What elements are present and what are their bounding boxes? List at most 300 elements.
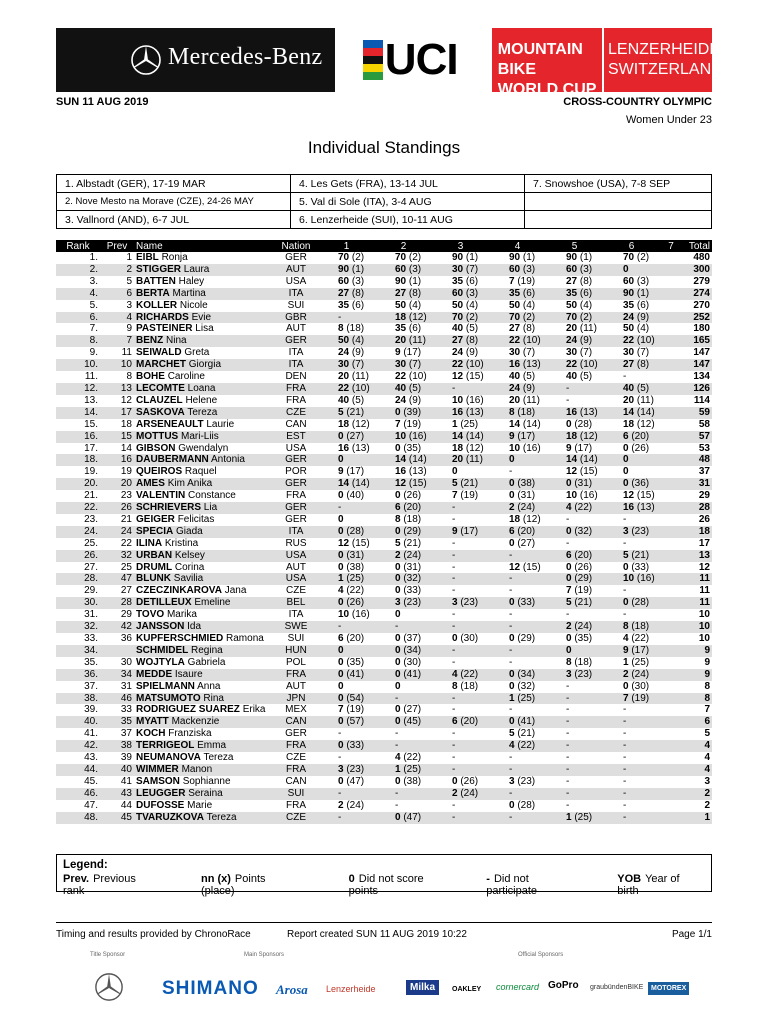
round-result-cell	[318, 669, 375, 681]
round-result-cell	[375, 407, 432, 419]
round-result-cell: -	[432, 383, 489, 395]
points-value: 12	[566, 466, 578, 478]
rank-cell: 8.	[56, 335, 100, 347]
points-value: 0	[338, 490, 344, 502]
place-value: (2)	[634, 252, 650, 263]
points-value: 14	[338, 478, 350, 490]
round-result-cell	[660, 276, 682, 288]
total-cell: 9	[682, 645, 712, 657]
place-value: (41)	[400, 668, 422, 680]
place-value: (34)	[514, 668, 536, 680]
legend-item	[349, 873, 455, 897]
round-result-cell	[432, 454, 489, 466]
round-result-cell	[660, 502, 682, 514]
round-result-cell	[375, 633, 432, 645]
rank-cell: 6.	[56, 312, 100, 324]
standings-row	[56, 335, 712, 347]
rider-name-cell	[134, 788, 274, 800]
sponsor-graubunden: graubündenBIKE	[590, 984, 644, 991]
round-result-cell: -	[489, 573, 546, 585]
points-value: 3	[452, 597, 458, 609]
sponsor-lenzerheide: Lenzerheide	[326, 984, 376, 994]
uci-logo	[335, 28, 492, 92]
points-value: 40	[509, 371, 521, 383]
place-value: (20)	[514, 525, 536, 537]
round-result-cell	[546, 502, 603, 514]
points-value: 16	[509, 359, 521, 371]
prev-rank-cell: 8	[126, 371, 132, 383]
legend-item	[486, 873, 581, 897]
points-value: 3	[509, 775, 515, 787]
rider-name-cell	[134, 728, 274, 740]
points-value: 0	[338, 549, 344, 561]
round-result-cell: -	[623, 728, 627, 740]
nation-cell: BEL	[274, 597, 318, 609]
points-value: 0	[623, 561, 629, 573]
round-result-cell	[375, 419, 432, 431]
header-banner	[56, 28, 723, 98]
place-value: (9)	[634, 311, 650, 323]
place-value: (21)	[514, 728, 536, 740]
round-result-cell	[432, 597, 489, 609]
points-value: 4	[338, 585, 344, 597]
legend-item	[201, 873, 301, 897]
total-cell: 13	[682, 550, 712, 562]
rider-last-name: PASTEINER	[136, 323, 193, 335]
round-result-cell	[375, 395, 432, 407]
rider-last-name: ILINA	[136, 537, 163, 549]
rider-name-cell	[134, 621, 274, 633]
points-value: 3	[566, 668, 572, 680]
round-result-cell: -	[623, 704, 627, 716]
points-value: 40	[623, 382, 635, 394]
rider-name-cell	[134, 454, 274, 466]
rider-last-name: KUPFERSCHMIED	[136, 633, 224, 644]
place-value: (16)	[406, 430, 427, 442]
round-result-cell	[318, 693, 375, 705]
rider-last-name: DUFOSSE	[136, 799, 185, 811]
place-value: (29)	[571, 573, 593, 585]
round-result-cell	[546, 550, 603, 562]
place-value: (21)	[400, 537, 422, 549]
round-result-cell: -	[452, 513, 456, 525]
round-result-cell	[660, 740, 682, 752]
points-value: 12	[623, 490, 635, 502]
legend-key: -	[486, 873, 490, 885]
points-value: 0	[395, 633, 401, 644]
nation-cell: SUI	[287, 299, 305, 311]
round-result-cell: -	[489, 812, 546, 824]
round-result-cell	[432, 716, 489, 728]
round-result-cell: -	[623, 799, 627, 811]
place-value: (38)	[343, 561, 365, 573]
prev-rank-cell: 1	[126, 252, 132, 263]
round-result-cell	[546, 347, 603, 359]
place-value: (18)	[457, 680, 479, 692]
standings-row	[56, 752, 712, 764]
rider-first-name: Marika	[166, 609, 197, 621]
main-sponsors-label: Main Sponsors	[244, 952, 285, 958]
rider-last-name: NEUMANOVA	[136, 752, 201, 764]
round-result-cell	[432, 276, 489, 288]
rider-last-name: ARSENEAULT	[136, 418, 204, 430]
round-result-cell	[546, 478, 603, 490]
place-value: (15)	[406, 478, 427, 490]
round-result-cell: -	[432, 550, 489, 562]
place-value: (12)	[406, 311, 427, 323]
place-value: (33)	[514, 597, 536, 609]
place-value: (16)	[634, 573, 655, 585]
round-result-cell: -	[546, 788, 603, 800]
round-result-cell	[432, 669, 489, 681]
points-value: 0	[509, 478, 515, 490]
prev-rank-cell: 2	[100, 264, 134, 276]
place-value: (11)	[520, 394, 540, 406]
round-cell: 2. Nove Mesto na Morave (CZE), 24-26 MAY	[57, 193, 291, 211]
rider-first-name: Kristina	[164, 537, 199, 549]
points-value: 90	[395, 275, 407, 287]
rider-first-name: Anna	[197, 680, 221, 692]
place-value: (12)	[634, 418, 655, 430]
place-value: (2)	[349, 252, 365, 263]
prev-rank-cell: 20	[100, 478, 134, 490]
prev-rank-cell: 31	[120, 680, 132, 692]
total-cell: 180	[693, 323, 710, 335]
venue-name	[602, 28, 723, 92]
round-result-cell	[660, 550, 682, 562]
rider-last-name: TVARUZKOVA	[136, 811, 204, 823]
standings-row	[56, 312, 712, 324]
rider-first-name: Gwendalyn	[178, 442, 229, 454]
place-value: (19)	[343, 704, 365, 716]
round-result-cell: -	[566, 752, 570, 764]
round-result-cell	[432, 681, 489, 693]
rider-first-name: Tereza	[203, 752, 234, 764]
place-value: (11)	[577, 323, 597, 335]
place-value: (2)	[520, 311, 536, 323]
rank-cell: 14.	[56, 407, 100, 419]
column-header: 2	[375, 240, 432, 252]
round-result-cell	[318, 335, 375, 347]
rank-cell: 41.	[84, 728, 98, 740]
points-value: 35	[566, 287, 578, 299]
place-value: (4)	[577, 299, 593, 311]
rider-first-name: Lia	[203, 502, 218, 514]
points-value: 0	[566, 633, 572, 644]
place-value: (45)	[400, 716, 422, 728]
total-cell: 57	[682, 431, 712, 443]
rank-cell: 46.	[56, 788, 100, 800]
round-result-cell: -	[489, 788, 546, 800]
round-result-cell: -	[452, 799, 456, 811]
rider-name-cell	[134, 466, 274, 478]
points-value: 90	[566, 252, 578, 263]
round-result-cell	[546, 621, 603, 633]
total-cell: 114	[693, 394, 710, 406]
points-value: 70	[338, 252, 350, 263]
round-result-cell	[318, 526, 375, 538]
standings-row	[56, 669, 712, 681]
round-result-cell	[318, 407, 375, 419]
place-value: (29)	[400, 525, 422, 537]
round-result-cell: -	[432, 693, 489, 705]
rider-name-cell	[134, 264, 274, 276]
points-value: 24	[395, 394, 407, 406]
standings-row	[56, 788, 712, 800]
rider-name-cell	[134, 419, 274, 431]
venue-line-2: SWITZERLAND	[608, 61, 723, 78]
round-result-cell	[660, 752, 682, 764]
rider-name-cell	[134, 693, 274, 705]
total-cell: 4	[704, 752, 710, 764]
rider-last-name: MATSUMOTO	[136, 692, 201, 704]
points-value: 35	[623, 299, 635, 311]
points-value: 0	[395, 656, 401, 668]
points-value: 0	[338, 597, 344, 609]
rider-first-name: Tereza	[187, 406, 218, 418]
place-value: (7)	[349, 359, 365, 371]
round-result-cell	[318, 633, 375, 645]
round-result-cell	[546, 454, 603, 466]
round-result-cell: -	[566, 704, 570, 716]
points-value: 9	[623, 644, 629, 656]
legend-text: Did not score points	[348, 873, 424, 897]
points-value: 30	[452, 263, 464, 275]
standings-row	[56, 585, 712, 597]
round-result-cell: -	[566, 680, 570, 692]
round-result-cell: -	[318, 812, 375, 824]
points-value: 20	[395, 335, 407, 347]
standings-row	[56, 514, 712, 526]
points-value: 4	[452, 668, 458, 680]
points-value: 16	[566, 406, 578, 418]
total-cell: 2	[704, 799, 710, 811]
round-result-cell	[489, 514, 546, 526]
place-value: (28)	[628, 597, 650, 609]
place-value: (3)	[406, 263, 422, 275]
points-value: 0	[452, 775, 458, 787]
rank-cell: 37.	[84, 680, 98, 692]
rider-name-cell	[134, 526, 274, 538]
column-header: Name	[134, 240, 274, 252]
round-result-cell	[432, 431, 489, 443]
points-value: 6	[509, 525, 515, 537]
place-value: (25)	[400, 763, 422, 775]
round-result-cell	[660, 395, 682, 407]
rider-last-name: WIMMER	[136, 763, 179, 775]
points-value: 20	[566, 323, 578, 335]
rider-name-cell	[134, 645, 274, 657]
round-result-cell	[318, 597, 375, 609]
total-cell: 7	[704, 704, 710, 716]
place-value: (25)	[343, 573, 365, 585]
place-value: (27)	[343, 430, 365, 442]
rank-cell: 16.	[56, 431, 100, 443]
place-value: (9)	[463, 347, 479, 359]
place-value: (5)	[463, 323, 479, 335]
place-value: (12)	[520, 513, 541, 525]
round-result-cell	[603, 454, 660, 466]
nation-cell: RUS	[285, 537, 307, 549]
place-value: (10)	[406, 371, 427, 383]
round-cell: 1. Albstadt (GER), 17-19 MAR	[57, 175, 291, 193]
round-result-cell	[318, 347, 375, 359]
round-result-cell	[546, 645, 603, 657]
place-value: (24)	[343, 799, 365, 811]
place-value: (13)	[577, 406, 598, 418]
rider-first-name: Caroline	[167, 371, 205, 383]
round-result-cell	[603, 466, 660, 478]
place-value: (4)	[634, 323, 650, 335]
round-result-cell	[660, 454, 682, 466]
round-result-cell	[603, 621, 660, 633]
rider-first-name: Nina	[166, 335, 187, 347]
round-cell	[525, 193, 712, 211]
standings-row	[56, 645, 712, 657]
place-value: (31)	[571, 478, 593, 490]
standings-row	[56, 359, 712, 371]
place-value: (35)	[571, 633, 593, 644]
points-value: 16	[338, 442, 350, 454]
round-result-cell: -	[546, 383, 603, 395]
round-result-cell	[318, 550, 375, 562]
place-value: (1)	[520, 252, 536, 263]
points-value: 6	[395, 502, 401, 514]
rank-cell: 13.	[84, 394, 98, 406]
round-result-cell	[432, 490, 489, 502]
round-result-cell	[489, 347, 546, 359]
round-cell: 3. Vallnord (AND), 6-7 JUL	[57, 211, 291, 229]
round-result-cell	[660, 573, 682, 585]
points-value: 50	[452, 299, 464, 311]
prev-rank-cell: 13	[100, 383, 134, 395]
nation-cell: GER	[274, 502, 318, 514]
rider-last-name: SPIELMANN	[136, 680, 195, 692]
points-value: 27	[338, 287, 350, 299]
points-value: 6	[338, 633, 344, 644]
total-cell: 300	[682, 264, 712, 276]
round-result-cell	[318, 466, 375, 478]
round-result-cell	[660, 764, 682, 776]
place-value: (8)	[520, 323, 536, 335]
standings-table	[56, 240, 712, 824]
rank-cell: 25.	[84, 537, 98, 549]
points-value: 24	[623, 311, 635, 323]
rider-name-cell	[134, 716, 274, 728]
total-cell: 53	[698, 442, 710, 454]
prev-rank-cell: 46	[100, 693, 134, 705]
points-value: 90	[452, 252, 464, 263]
prev-rank-cell: 4	[100, 312, 134, 324]
standings-row	[56, 621, 712, 633]
nation-cell: CZE	[274, 812, 318, 824]
place-value: (6)	[634, 299, 650, 311]
round-result-cell	[318, 740, 375, 752]
place-value: (5)	[577, 371, 593, 383]
round-result-cell	[660, 597, 682, 609]
place-value: (32)	[571, 525, 593, 537]
place-value: (32)	[514, 680, 536, 692]
rider-last-name: AMES	[136, 478, 165, 490]
points-value: 3	[395, 597, 401, 609]
round-result-cell	[318, 419, 375, 431]
round-result-cell	[375, 371, 432, 383]
rank-cell: 10.	[56, 359, 100, 371]
points-value: 0	[395, 525, 401, 537]
place-value: (30)	[457, 633, 479, 644]
venue-line-1: LENZERHEIDE	[608, 41, 721, 58]
round-result-cell	[603, 383, 660, 395]
rank-cell: 17.	[84, 442, 98, 454]
round-cell: 6. Lenzerheide (SUI), 10-11 AUG	[291, 211, 525, 229]
standings-row	[56, 300, 712, 312]
place-value: (9)	[349, 347, 365, 359]
points-value: 50	[509, 299, 521, 311]
total-cell: 147	[682, 359, 712, 371]
round-result-cell: -	[603, 812, 660, 824]
prev-rank-cell: 16	[100, 454, 134, 466]
place-value: (18)	[514, 406, 536, 418]
round-result-cell	[603, 633, 660, 645]
round-result-cell	[375, 264, 432, 276]
round-result-cell	[489, 335, 546, 347]
round-result-cell	[603, 264, 660, 276]
round-result-cell	[375, 514, 432, 526]
rider-last-name: EIBL	[136, 252, 159, 263]
rank-cell: 5.	[89, 299, 98, 311]
round-result-cell	[432, 335, 489, 347]
round-result-cell	[546, 335, 603, 347]
rider-name-cell	[134, 288, 274, 300]
place-value: (21)	[457, 478, 479, 490]
round-result-cell	[603, 276, 660, 288]
prev-rank-cell: 17	[100, 407, 134, 419]
points-value: 6	[623, 430, 629, 442]
points-value: 0	[338, 454, 344, 466]
place-value: (12)	[463, 442, 484, 454]
points-value: 30	[509, 347, 521, 359]
place-value: (24)	[457, 787, 479, 799]
round-result-cell	[375, 597, 432, 609]
prev-rank-cell: 29	[120, 609, 132, 621]
place-value: (14)	[577, 454, 598, 466]
legend-item	[63, 873, 159, 897]
points-value: 50	[623, 323, 635, 335]
event-name	[492, 28, 602, 98]
prev-rank-cell: 47	[100, 573, 134, 585]
place-value: (12)	[349, 418, 370, 430]
round-result-cell	[375, 478, 432, 490]
rider-first-name: Loana	[187, 382, 216, 394]
prev-rank-cell: 40	[100, 764, 134, 776]
round-result-cell: -	[623, 752, 627, 764]
round-result-cell	[318, 585, 375, 597]
place-value: (18)	[343, 323, 365, 335]
round-result-cell	[375, 550, 432, 562]
place-value: (20)	[457, 716, 479, 728]
place-value: (8)	[577, 275, 593, 287]
place-value: (35)	[400, 442, 422, 454]
round-result-cell	[318, 800, 375, 812]
nation-cell: ITA	[288, 609, 304, 621]
place-value: (28)	[571, 418, 593, 430]
points-value: 5	[452, 478, 458, 490]
rider-last-name: SAMSON	[136, 775, 180, 787]
round-result-cell	[489, 502, 546, 514]
round-result-cell	[489, 252, 546, 264]
place-value: (5)	[406, 382, 422, 394]
standings-row	[56, 252, 712, 264]
